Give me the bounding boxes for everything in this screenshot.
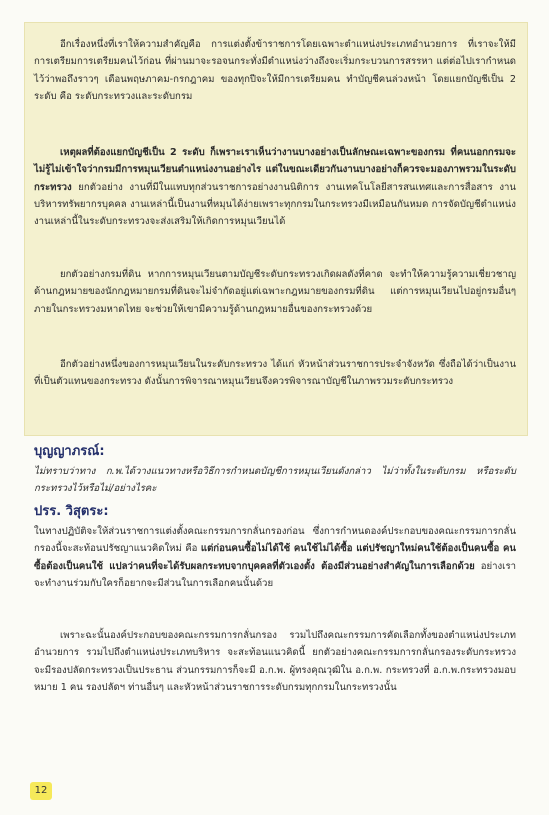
page-number-badge: 12 [30, 782, 52, 800]
box-paragraph-4: อีกตัวอย่างหนึ่งของการหมุนเวียนในระดับกระทรวง ได้แก่ หัวหน้าส่วนราชการประจำจังหวัด ซึ่งถือได้ว่าเป็นงานที่เป็นตัวแทนของกระทรวง ดังนั้นการพิจารณาหมุนเวียนจึงควรพิจารณาบัญชีในภาพรวมระดับกระทรวง [34, 359, 516, 388]
speaker-heading-wisutra: ปรร. วิสุตระ: [34, 504, 109, 519]
box-paragraph-2-bold: เหตุผลที่ต้องแยกบัญชีเป็น 2 ระดับ ก็เพราะเราเห็นว่างานบางอย่างเป็นลักษณะเฉพาะของกรม ที่คนนอกกรมจะไม่รู้ไม่เข้าใจว่ากรมมีการหมุนเวียนตำแหน่งงานอย่างไร แต่ในขณะเดียวกันงานบางอย่างก็ควรจะมองภาพรวมในระดับกระทรวง [34, 147, 516, 193]
speaker-heading-boonyaporn: บุญญาภรณ์: [34, 444, 105, 459]
answer-paragraph-1-start: ในทางปฏิบัติจะให้ส่วนราชการแต่งตั้งคณะกรรมการกลั่นกรองก่อน ซึ่งการกำหนดองค์ประกอบของคณะกรรมการกลั่นกรองนี้จะสะท้อนปรัชญาแนวคิดใหม่ คือ [34, 526, 516, 555]
answer-paragraph-1 [34, 523, 516, 592]
box-paragraph-2-rest: ยกตัวอย่าง งานที่มีในแทบทุกส่วนราชการอย่างงานนิติการ งานเทคโนโลยีสารสนเทศและการสื่อสาร งานบริหารทรัพยากรบุคคล งานเหล่านี้เป็นงานที่หมุนได้ง่ายเพราะทุกกรมในกระทรวงมีเหมือนกันหมด การจัดบัญชีตำแหน่งงานเหล่านี้ในระดับกระทรวงจะส่งเสริมให้เกิดการหมุนเวียนได้ [34, 181, 516, 228]
box-paragraph-2 [34, 144, 516, 230]
box-paragraph-1: อีกเรื่องหนึ่งที่เราให้ความสำคัญคือ การแต่งตั้งข้าราชการโดยเฉพาะตำแหน่งประเภทอำนวยการ ที่เราจะให้มีการเตรียมการเตรียมคนไว้ก่อน ที่ผ่านมาจะรอจนกระทั่งมีตำแหน่งว่างถึงจะเริ่มกระบวนการสรรหา แต่ต่อไปเรากำหนดไว้ว่าพอถึงราวๆ เดือนพฤษภาคม-กรกฎาคม ของทุกปีจะให้มีการเตรียมคน ทำบัญชีคนล่วงหน้า โดยแยกบัญชีเป็น 2 ระดับ คือ ระดับกระทรวงและระดับกรม [34, 39, 516, 102]
box-paragraph-3: ยกตัวอย่างกรมที่ดิน หากการหมุนเวียนตามบัญชีระดับกระทรวงเกิดผลดังที่คาด จะทำให้ความรู้ความเชี่ยวชาญด้านกฎหมายของนักกฎหมายกรมที่ดินจะไม่จำกัดอยู่แต่เฉพาะกฎหมายของกรมที่ดิน แต่การหมุนเวียนไปอยู่กรมอื่นๆ ภายในกระทรวงมหาดไทย จะช่วยให้เขามีความรู้ด้านกฎหมายอื่นของกระทรวงด้วย [34, 269, 516, 315]
answer-paragraph-2: เพราะฉะนั้นองค์ประกอบของคณะกรรมการกลั่นกรอง รวมไปถึงคณะกรรมการคัดเลือกทั้งของตำแหน่งประเภทอำนวยการ รวมไปถึงตำแหน่งประเภทบริหาร จะสะท้อนแนวคิดนี้ ยกตัวอย่างคณะกรรมการกลั่นกรองระดับกระทรวง จะมีรองปลัดกระทรวงเป็นประธาน ส่วนกรรมการก็จะมี อ.ก.พ. ผู้ทรงคุณวุฒิใน อ.ก.พ. กระทรวงที่ อ.ก.พ.กระทรวงมอบหมาย 1 คน รองปลัดฯ ท่านอื่นๆ และหัวหน้าส่วนราชการระดับกรมทุกกรมในกระทรวงนั้น [34, 630, 516, 693]
answer-paragraph-1-end: อย่างเราจะทำงานร่วมกับใครก็อยากจะมีส่วนในการเลือกคนนั้นด้วย [34, 560, 516, 589]
question-text: ไม่ทราบว่าทาง ก.พ.ได้วางแนวทางหรือวิธีการกำหนดบัญชีการหมุนเวียนดังกล่าว ไม่ว่าทั้งในระดับกรม หรือระดับกระทรวงไว้หรือไม่/อย่างไรคะ [34, 466, 516, 495]
answer-paragraph-1-bold: แต่ก่อนคนซื้อไม่ได้ใช้ คนใช้ไม่ได้ซื้อ แต่ปรัชญาใหม่คนใช้ต้องเป็นคนซื้อ คนซื้อต้องเป็นคนใช้ แปลว่าคนที่จะได้รับผลกระทบจากบุคคลที่ตัวเองตั้ง ต้องมีส่วนอย่างสำคัญในการเลือกด้วย [34, 543, 516, 572]
